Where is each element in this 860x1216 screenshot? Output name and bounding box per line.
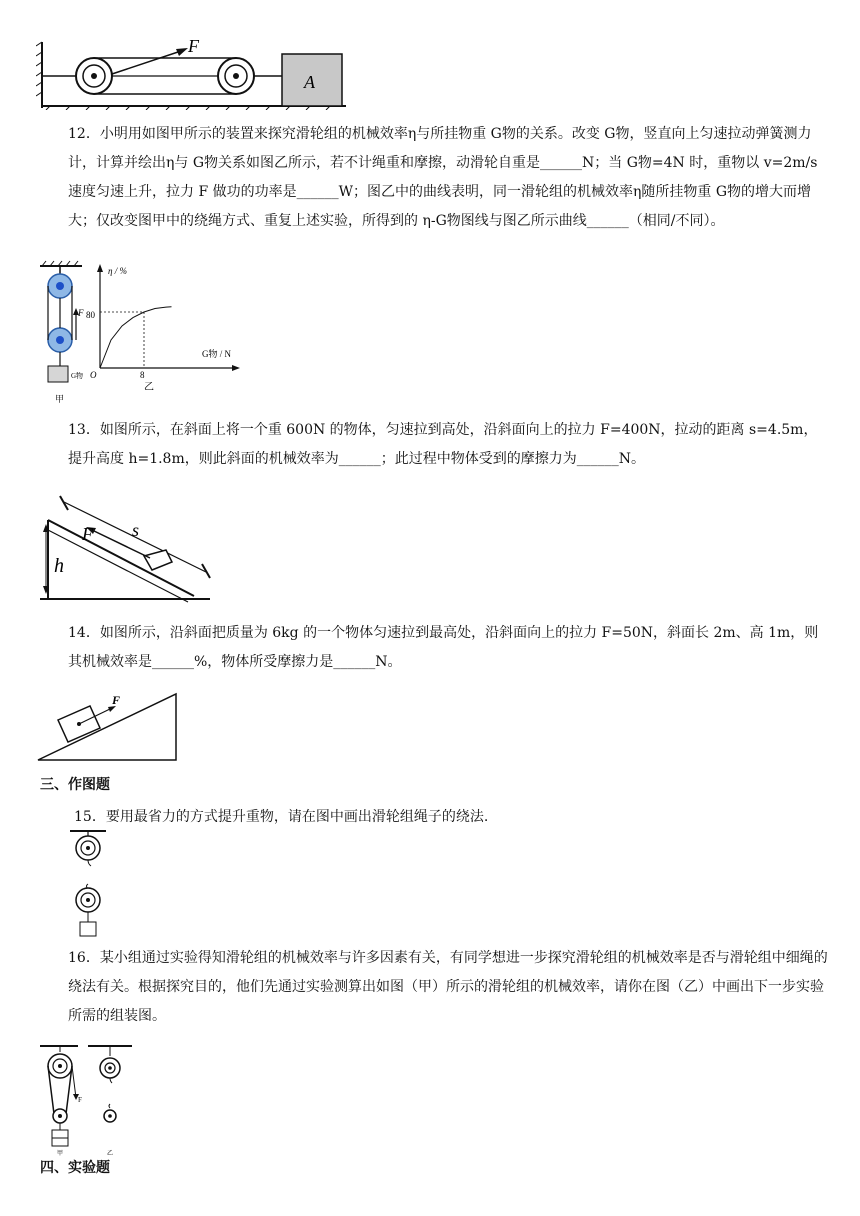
question-13-text: 13．如图所示，在斜面上将一个重 600N 的物体，匀速拉到高处，沿斜面向上的拉力 F=400N，拉动的距离 s=4.5m，提升高度 h=1.8m，则此斜面的机械效率为______；此过程中物体受到的摩擦力为______N。 xyxy=(68,422,818,467)
question-15-text: 15．要用最省力的方式提升重物，请在图中画出滑轮组绳子的绕法. xyxy=(74,809,489,825)
question-16-text: 16．某小组通过实验得知滑轮组的机械效率与许多因素有关，有同学想进一步探究滑轮组的机械效率是否与滑轮组中细绳的绕法有关。根据探究目的，他们先通过实验测算出如图（甲）所示的滑轮组的机械效率，请你在图（乙）中画出下一步实验所需的组装图。 xyxy=(68,950,828,1024)
section-heading-3: 三、作图题 xyxy=(40,777,110,793)
x-axis-label: G物 / N xyxy=(202,349,231,359)
block-label: A xyxy=(304,72,315,92)
incline-figure-14 xyxy=(36,690,182,764)
height-label: h xyxy=(54,555,64,577)
caption-16-jia: 甲 xyxy=(57,1151,64,1156)
force-label: F xyxy=(188,36,199,56)
eta-g-chart xyxy=(84,260,244,390)
y-axis-label: η / % xyxy=(108,266,127,276)
caption-16-yi: 乙 xyxy=(107,1151,114,1156)
question-12-text: 12．小明用如图甲所示的装置来探究滑轮组的机械效率η与所挂物重 G物的关系。改变 G物，竖直向上匀速拉动弹簧测力计，计算并绘出η与 G物关系如图乙所示，若不计绳重和摩擦，动滑轮自重是______N；当 G物=4N 时，重物以 v=2m/s 速度匀速上升，拉力 F 做功的功率是______W；图乙中的曲线表明，同一滑轮组的机械效率η随所挂物重 G物的增大而增大；仅改变图甲中的绕绳方式、重复上述实验，所得到的 η-G物图线与图乙所示曲线______（相同/不同）。 xyxy=(68,126,818,229)
distance-label: s xyxy=(132,520,140,540)
question-14-text: 14．如图所示，沿斜面把质量为 6kg 的一个物体匀速拉到最高处，沿斜面向上的拉力 F=50N，斜面长 2m、高 1m，则其机械效率是______%，物体所受摩擦力是______N。 xyxy=(68,625,819,670)
force-label-13: F xyxy=(82,524,93,544)
pulley-figure-16 xyxy=(38,1042,138,1156)
weight-label: G物 xyxy=(71,372,84,380)
force-label-16: F xyxy=(78,1096,82,1104)
x-tick-8: 8 xyxy=(140,370,145,380)
pulley-figure-15 xyxy=(68,828,108,940)
y-tick-80: 80 xyxy=(86,310,95,320)
section-heading-4: 四、实验题 xyxy=(40,1160,110,1176)
pulley-horizontal-figure xyxy=(36,30,356,110)
force-label-14: F xyxy=(112,693,121,707)
caption-jia: 甲 xyxy=(55,394,65,404)
incline-figure-13 xyxy=(40,492,220,604)
force-label-jia: F xyxy=(78,308,84,318)
eta-curve-series xyxy=(100,307,172,368)
caption-yi: 乙 xyxy=(144,382,154,390)
origin-label: O xyxy=(90,370,97,380)
